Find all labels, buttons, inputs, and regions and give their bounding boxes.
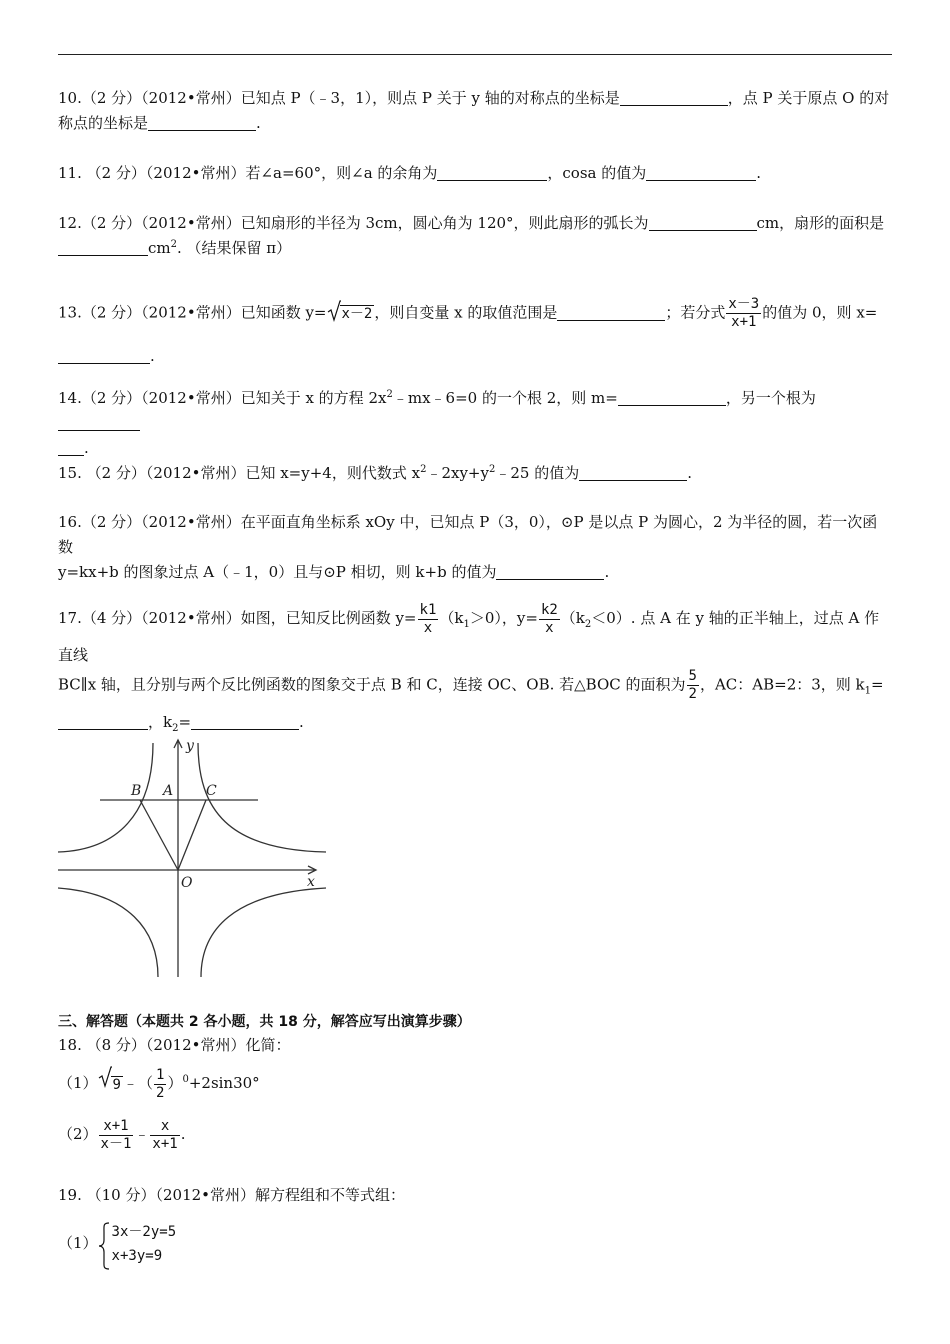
question-19: 19. （10 分）（2012•常州）解方程组和不等式组： bbox=[58, 1186, 406, 1204]
fraction-k2-over-x: $\frac{k2}{x}$ bbox=[540, 601, 558, 636]
question-12: 12.（2 分）（2012•常州）已知扇形的半径为 3cm，圆心角为 120°，则此扇形的弧长为 cm，扇形的面积是 $cm^2$. （结果保留 π） bbox=[58, 214, 885, 257]
question-17-line2: BC∥x 轴，且分别与两个反比例函数的图象交于点 B 和 C，连接 OC、OB. 若△BOC 的面积为 $\frac{5}{2}$ ，AC：AB=2：3，则 $k_1=$ bbox=[58, 668, 884, 702]
hyperbola-branch-q3 bbox=[58, 888, 158, 977]
sqrt-expression: 9 bbox=[98, 1067, 123, 1101]
question-14: 14.（2 分）（2012•常州）已知关于 x 的方程 $2x^2﹣mx﹣6=0$ 的一个根 2，则 m= ，另一个根为 . bbox=[58, 389, 816, 457]
question-13: 13.（2 分）（2012•常州）已知函数 y= x－2 ，则自变量 x 的取值范围是 ；若分式 $\frac{x-3}{x+1}$ 的值为 0，则 x= . bbox=[58, 296, 878, 365]
fraction: $\frac{x}{x+1}$ bbox=[152, 1117, 178, 1152]
question-19-part1: （1） 3x－2y=5 x+3y=9 bbox=[58, 1217, 892, 1269]
top-rule bbox=[58, 54, 892, 55]
label-o: O bbox=[181, 875, 193, 891]
label-b: B bbox=[131, 783, 142, 799]
hyperbola-branch-q1 bbox=[198, 743, 326, 852]
answer-blank[interactable] bbox=[620, 89, 728, 106]
fraction: $\frac{x-3}{x+1}$ bbox=[728, 296, 760, 330]
label-x: x bbox=[307, 874, 315, 890]
segment-ob bbox=[140, 800, 178, 870]
fraction-area: $\frac{5}{2}$ bbox=[688, 668, 697, 702]
question-17: 17.（4 分）（2012•常州）如图，已知反比例函数 y= $\frac{k1}{x}$ $(k_1>0)$，y= $\frac{k2}{x}$ $(k_2<0)$. 点 A 在 y 轴的正半轴上，过点 A 作直线 bbox=[58, 601, 880, 664]
sqrt-expression: x－2 bbox=[327, 301, 375, 326]
answer-blank-continued[interactable] bbox=[58, 439, 84, 456]
label-a: A bbox=[163, 783, 174, 799]
fraction-k1-over-x: $\frac{k1}{x}$ bbox=[419, 601, 437, 636]
answer-blank[interactable] bbox=[58, 713, 148, 730]
hyperbola-branch-q4 bbox=[201, 888, 326, 977]
inverse-proportion-figure bbox=[58, 735, 328, 980]
answer-blank[interactable] bbox=[557, 304, 665, 321]
question-10: 10.（2 分）（2012•常州）已知点 P（﹣3，1），则点 P 关于 y 轴的对称点的坐标是 ，点 P 关于原点 O 的对 称点的坐标是 . bbox=[58, 89, 890, 132]
section-3-heading: 三、解答题（本题共 2 各小题，共 18 分，解答应写出演算步骤） bbox=[58, 1014, 471, 1030]
equation-system: 3x－2y=5 x+3y=9 bbox=[98, 1220, 177, 1268]
answer-blank[interactable] bbox=[58, 347, 150, 364]
fraction-one-half: $\frac{1}{2}$ bbox=[156, 1066, 165, 1101]
answer-blank[interactable] bbox=[191, 713, 299, 730]
question-18: 18. （8 分）（2012•常州）化简： bbox=[58, 1036, 291, 1054]
answer-blank[interactable] bbox=[618, 389, 726, 406]
label-y: y bbox=[186, 738, 194, 754]
answer-blank[interactable] bbox=[646, 164, 756, 181]
question-16: 16.（2 分）（2012•常州）在平面直角坐标系 xOy 中，已知点 P（3，0），⊙P 是以点 P 为圆心，2 为半径的圆，若一次函数 y=kx+b 的图象过点 A（﹣1，0）且与⊙P 相切，则 k+b 的值为 . bbox=[58, 513, 878, 581]
answer-blank[interactable] bbox=[649, 214, 757, 231]
question-18-part2: （2） $\frac{x+1}{x-1}$ ﹣ $\frac{x}{x+1}$ . bbox=[58, 1117, 186, 1152]
fraction: $\frac{x+1}{x-1}$ bbox=[100, 1117, 132, 1152]
answer-blank[interactable] bbox=[58, 414, 140, 431]
question-18-part1: （1） 9 ﹣（ $\frac{1}{2}$ ）$^0$+2sin30° bbox=[58, 1066, 260, 1101]
segment-oc bbox=[178, 800, 206, 870]
question-15: 15. （2 分）（2012•常州）已知 x=y+4，则代数式 $x^2﹣2xy+y^2﹣25$ 的值为 . bbox=[58, 464, 692, 482]
question-17-line3: ，$k_2=$ . bbox=[58, 710, 892, 735]
label-c: C bbox=[206, 783, 217, 799]
question-11: 11. （2 分）（2012•常州）若∠a=60°，则∠a 的余角为 ，cosa 的值为 . bbox=[58, 164, 762, 182]
answer-blank[interactable] bbox=[579, 464, 687, 481]
answer-blank[interactable] bbox=[437, 164, 547, 181]
answer-blank[interactable] bbox=[148, 114, 256, 131]
answer-blank[interactable] bbox=[58, 239, 148, 256]
answer-blank[interactable] bbox=[496, 563, 604, 580]
